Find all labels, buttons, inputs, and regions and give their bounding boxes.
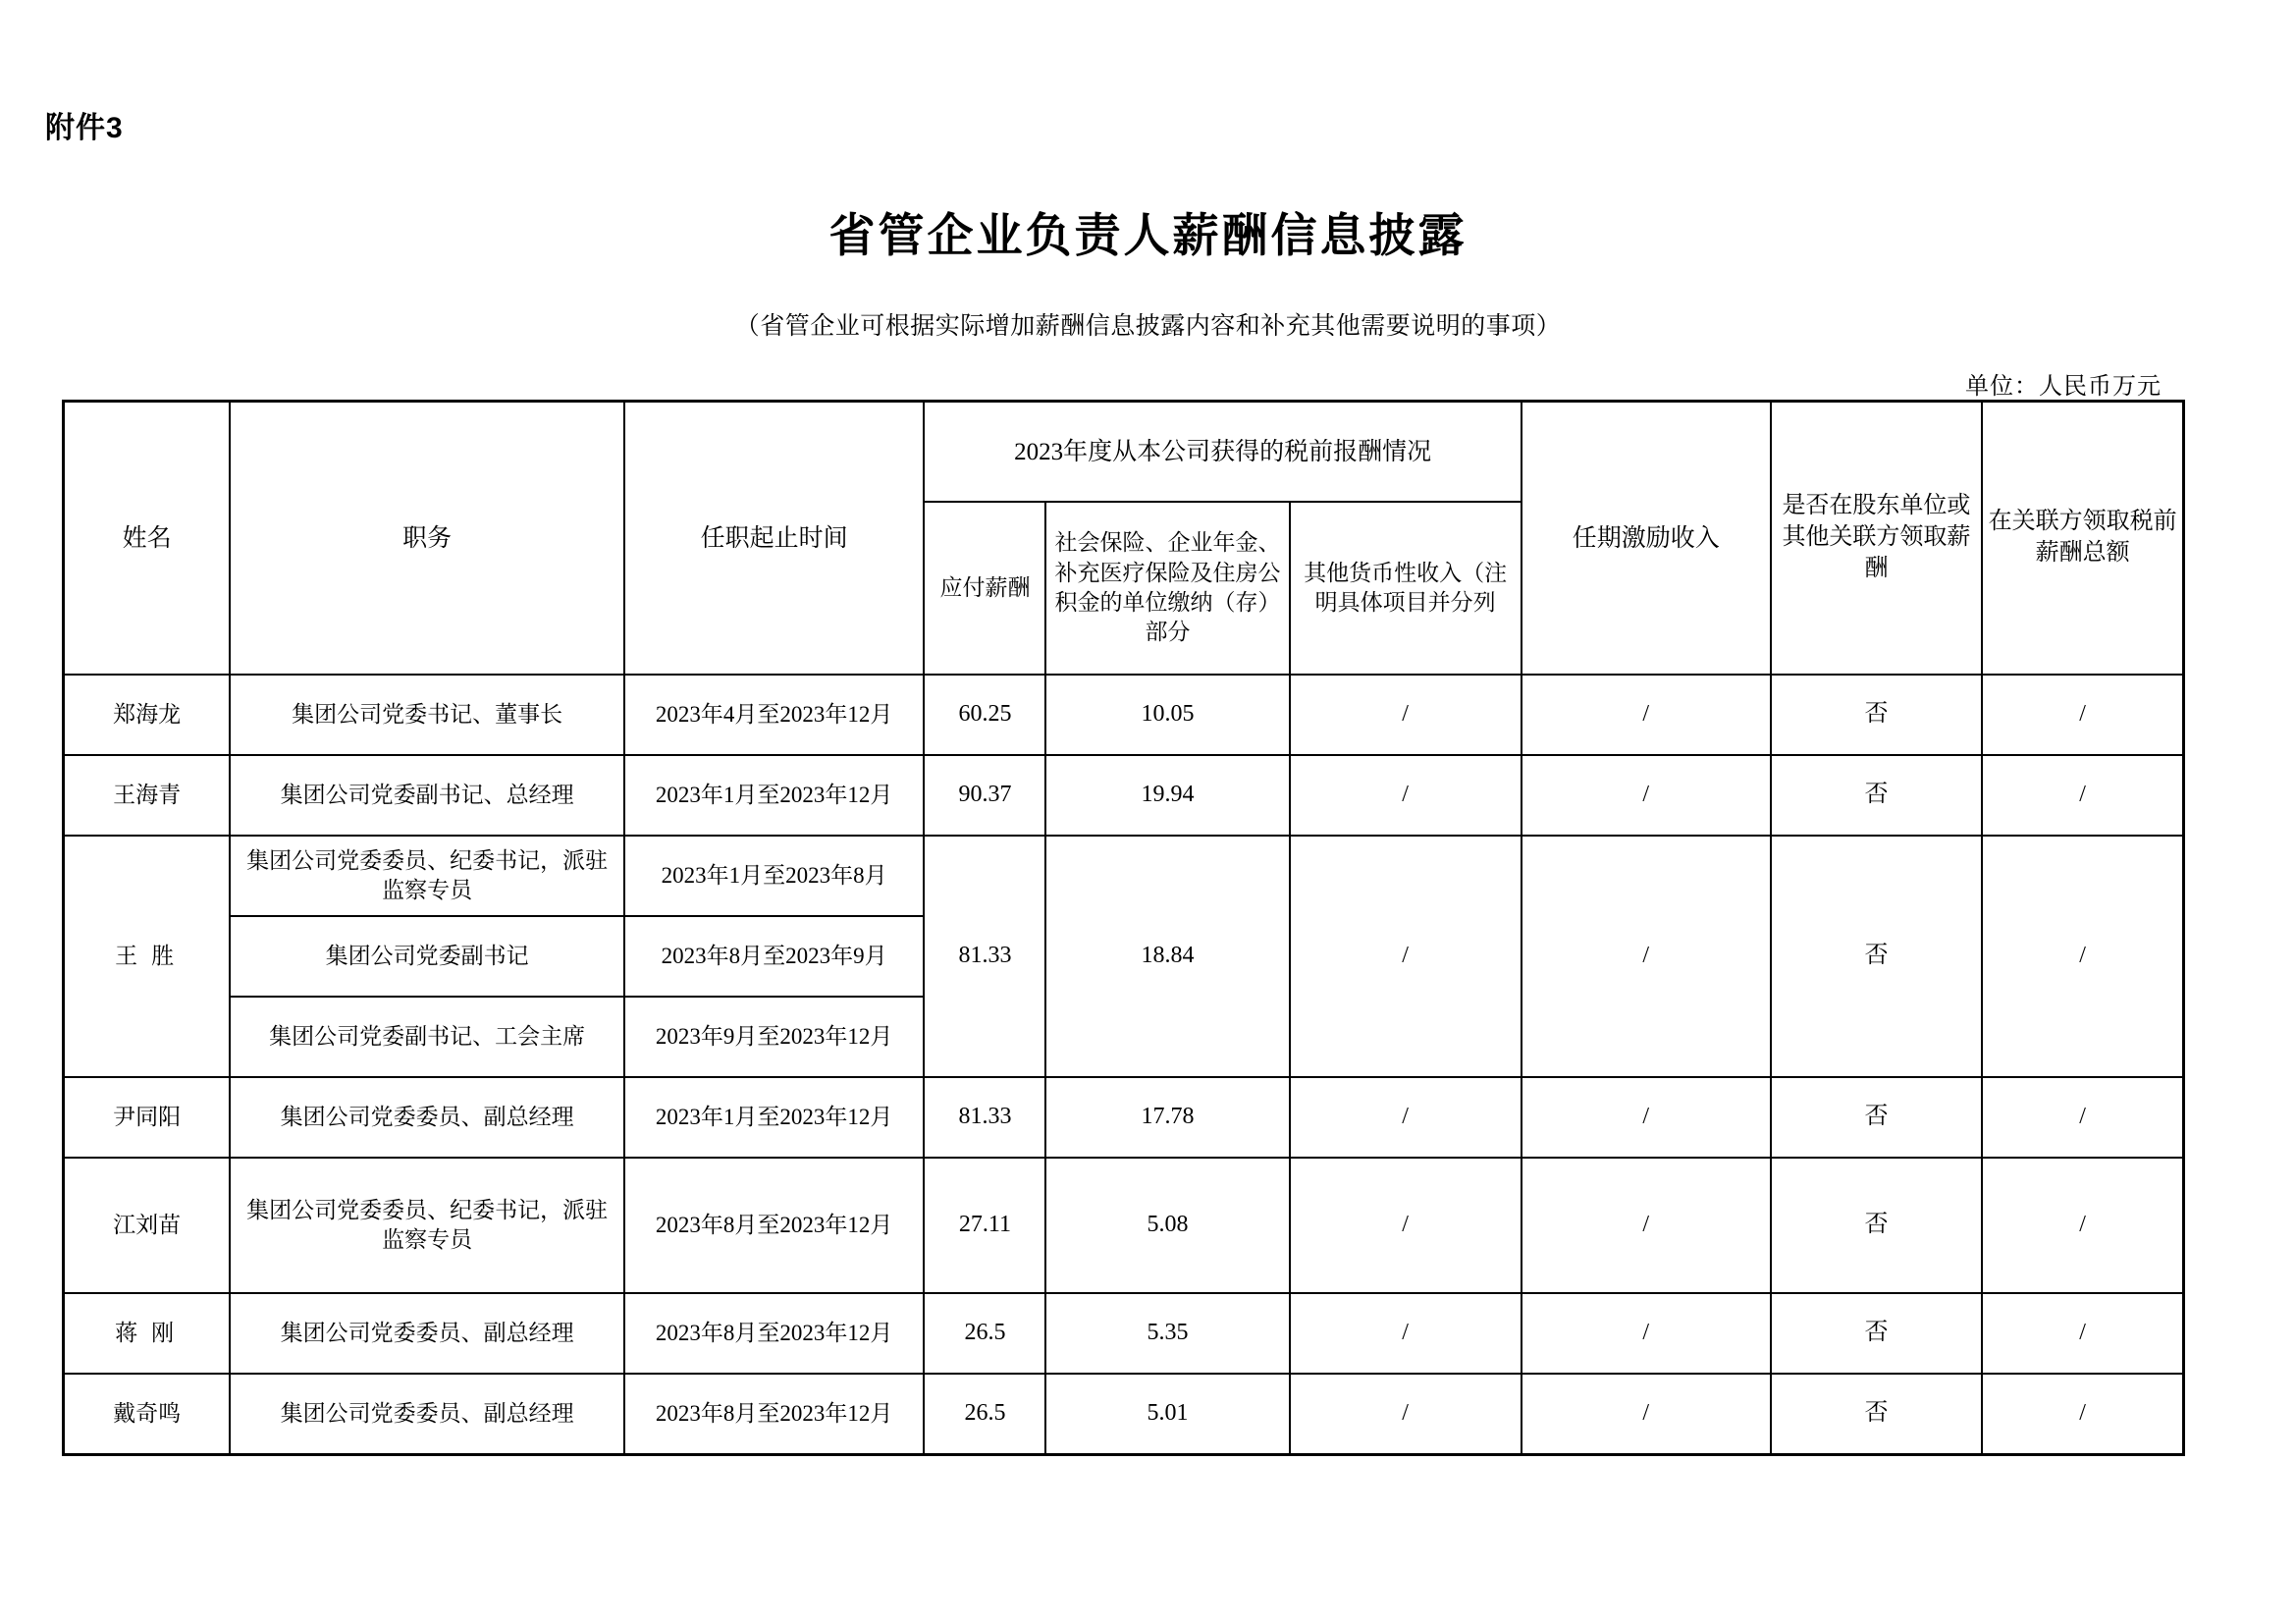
column-header-group-pretax: 2023年度从本公司获得的税前报酬情况 bbox=[924, 402, 1521, 503]
column-header-tenure-incentive: 任期激励收入 bbox=[1522, 402, 1771, 676]
cell-term: 2023年8月至2023年12月 bbox=[624, 1158, 925, 1293]
cell-position: 集团公司党委委员、纪委书记，派驻监察专员 bbox=[230, 1158, 624, 1293]
cell-related-party-total: / bbox=[1982, 755, 2183, 836]
cell-social-insurance: 17.78 bbox=[1045, 1077, 1289, 1158]
cell-tenure-incentive: / bbox=[1522, 836, 1771, 1077]
cell-related-party-total: / bbox=[1982, 675, 2183, 755]
cell-position: 集团公司党委委员、副总经理 bbox=[230, 1374, 624, 1455]
cell-related-party-total: / bbox=[1982, 1077, 2183, 1158]
cell-other-monetary: / bbox=[1290, 1374, 1522, 1455]
cell-tenure-incentive: / bbox=[1522, 755, 1771, 836]
cell-name: 郑海龙 bbox=[64, 675, 231, 755]
cell-payable-salary: 26.5 bbox=[924, 1293, 1045, 1374]
page-subtitle: （省管企业可根据实际增加薪酬信息披露内容和补充其他需要说明的事项） bbox=[734, 313, 1562, 340]
cell-name: 王海青 bbox=[64, 755, 231, 836]
cell-payable-salary: 26.5 bbox=[924, 1374, 1045, 1455]
cell-name: 蒋刚 bbox=[64, 1293, 231, 1374]
cell-position: 集团公司党委副书记、总经理 bbox=[230, 755, 624, 836]
cell-shareholder-pay: 否 bbox=[1771, 1374, 1983, 1455]
salary-table-container bbox=[62, 400, 2185, 1456]
cell-payable-salary: 27.11 bbox=[924, 1158, 1045, 1293]
cell-tenure-incentive: / bbox=[1522, 1158, 1771, 1293]
cell-payable-salary: 81.33 bbox=[924, 1077, 1045, 1158]
salary-disclosure-table bbox=[62, 400, 2185, 1456]
table-header bbox=[64, 402, 2184, 676]
cell-other-monetary: / bbox=[1290, 1077, 1522, 1158]
table-row bbox=[64, 1374, 2184, 1455]
cell-term: 2023年9月至2023年12月 bbox=[624, 997, 925, 1077]
cell-tenure-incentive: / bbox=[1522, 1374, 1771, 1455]
cell-related-party-total: / bbox=[1982, 1158, 2183, 1293]
cell-position: 集团公司党委委员、副总经理 bbox=[230, 1077, 624, 1158]
cell-payable-salary: 81.33 bbox=[924, 836, 1045, 1077]
cell-term: 2023年1月至2023年12月 bbox=[624, 1077, 925, 1158]
cell-term: 2023年8月至2023年12月 bbox=[624, 1293, 925, 1374]
column-header-position: 职务 bbox=[230, 402, 624, 676]
cell-shareholder-pay: 否 bbox=[1771, 1077, 1983, 1158]
cell-other-monetary: / bbox=[1290, 755, 1522, 836]
cell-social-insurance: 18.84 bbox=[1045, 836, 1289, 1077]
table-row bbox=[64, 1293, 2184, 1374]
cell-term: 2023年8月至2023年9月 bbox=[624, 916, 925, 997]
cell-name: 戴奇鸣 bbox=[64, 1374, 231, 1455]
cell-other-monetary: / bbox=[1290, 1158, 1522, 1293]
cell-other-monetary: / bbox=[1290, 836, 1522, 1077]
column-header-payable-salary: 应付薪酬 bbox=[924, 502, 1045, 675]
cell-term: 2023年1月至2023年8月 bbox=[624, 836, 925, 916]
cell-tenure-incentive: / bbox=[1522, 1293, 1771, 1374]
cell-related-party-total: / bbox=[1982, 836, 2183, 1077]
cell-term: 2023年8月至2023年12月 bbox=[624, 1374, 925, 1455]
attachment-label: 附件3 bbox=[45, 112, 124, 144]
cell-tenure-incentive: / bbox=[1522, 675, 1771, 755]
column-header-term: 任职起止时间 bbox=[624, 402, 925, 676]
cell-shareholder-pay: 否 bbox=[1771, 1293, 1983, 1374]
column-header-shareholder-pay: 是否在股东单位或其他关联方领取薪酬 bbox=[1771, 402, 1983, 676]
table-row bbox=[64, 675, 2184, 755]
cell-payable-salary: 90.37 bbox=[924, 755, 1045, 836]
cell-social-insurance: 5.01 bbox=[1045, 1374, 1289, 1455]
cell-social-insurance: 19.94 bbox=[1045, 755, 1289, 836]
cell-shareholder-pay: 否 bbox=[1771, 836, 1983, 1077]
cell-position: 集团公司党委书记、董事长 bbox=[230, 675, 624, 755]
cell-shareholder-pay: 否 bbox=[1771, 755, 1983, 836]
table-row bbox=[64, 1158, 2184, 1293]
cell-name: 尹同阳 bbox=[64, 1077, 231, 1158]
cell-term: 2023年1月至2023年12月 bbox=[624, 755, 925, 836]
cell-shareholder-pay: 否 bbox=[1771, 675, 1983, 755]
column-header-name: 姓名 bbox=[64, 402, 231, 676]
table-header-row-top bbox=[64, 402, 2184, 503]
page-title: 省管企业负责人薪酬信息披露 bbox=[828, 211, 1468, 262]
cell-related-party-total: / bbox=[1982, 1293, 2183, 1374]
cell-position: 集团公司党委委员、纪委书记，派驻监察专员 bbox=[230, 836, 624, 916]
table-row bbox=[64, 1077, 2184, 1158]
table-body bbox=[64, 675, 2184, 1455]
table-row bbox=[64, 836, 2184, 916]
cell-position: 集团公司党委委员、副总经理 bbox=[230, 1293, 624, 1374]
cell-other-monetary: / bbox=[1290, 1293, 1522, 1374]
cell-other-monetary: / bbox=[1290, 675, 1522, 755]
unit-note: 单位：人民币万元 bbox=[1965, 374, 2162, 400]
cell-name: 江刘苗 bbox=[64, 1158, 231, 1293]
cell-related-party-total: / bbox=[1982, 1374, 2183, 1455]
column-header-related-party-total: 在关联方领取税前薪酬总额 bbox=[1982, 402, 2183, 676]
cell-payable-salary: 60.25 bbox=[924, 675, 1045, 755]
column-header-other-monetary: 其他货币性收入（注明具体项目并分列 bbox=[1290, 502, 1522, 675]
cell-social-insurance: 5.35 bbox=[1045, 1293, 1289, 1374]
cell-position: 集团公司党委副书记 bbox=[230, 916, 624, 997]
cell-social-insurance: 5.08 bbox=[1045, 1158, 1289, 1293]
cell-social-insurance: 10.05 bbox=[1045, 675, 1289, 755]
cell-tenure-incentive: / bbox=[1522, 1077, 1771, 1158]
cell-position: 集团公司党委副书记、工会主席 bbox=[230, 997, 624, 1077]
column-header-social-insurance: 社会保险、企业年金、补充医疗保险及住房公积金的单位缴纳（存）部分 bbox=[1045, 502, 1289, 675]
cell-name: 王胜 bbox=[64, 836, 231, 1077]
table-row bbox=[64, 755, 2184, 836]
cell-term: 2023年4月至2023年12月 bbox=[624, 675, 925, 755]
cell-shareholder-pay: 否 bbox=[1771, 1158, 1983, 1293]
